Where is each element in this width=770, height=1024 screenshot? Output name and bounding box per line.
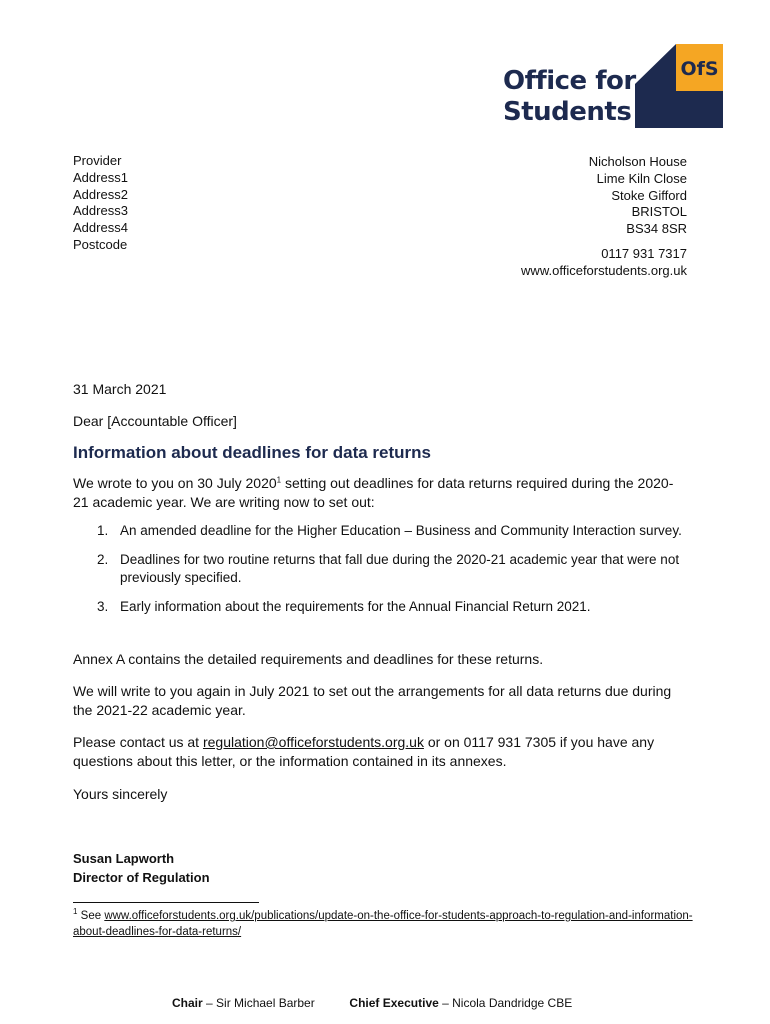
- list-item: [73, 522, 708, 540]
- recipient-line: Address4: [73, 220, 128, 236]
- recipient-line: Provider: [73, 153, 122, 168]
- ofs-logo-mark-icon: [635, 44, 723, 128]
- recipient-address: [73, 153, 128, 254]
- footnote-url-link[interactable]: www.officeforstudents.org.uk/publications/update-on-the-office-for-students-approach-to-regulation-and-information-about-deadlines-for-data-returns/: [73, 910, 693, 938]
- contact-text-end: or on 0117 931 7305 if you have any questions about this letter, or the information contained in its annexes.: [73, 734, 655, 769]
- signature-block: [73, 849, 210, 887]
- list-item: [73, 598, 708, 616]
- list-text: An amended deadline for the Higher Education – Business and Community Interaction survey.: [120, 523, 682, 538]
- intro-text-start: We wrote to you on 30 July 2020: [73, 475, 277, 491]
- footnote-divider: [73, 902, 259, 903]
- list-number: 2.: [97, 552, 109, 567]
- logo-line-1: Office for: [503, 66, 636, 96]
- footnote-prefix: See: [77, 910, 105, 922]
- contact-paragraph: [73, 733, 673, 770]
- contact-text-start: Please contact us at: [73, 734, 203, 750]
- footnote-mark: 1: [73, 907, 78, 917]
- footnote: [73, 909, 693, 940]
- salutation: Dear [Accountable Officer]: [73, 413, 237, 429]
- sender-website: www.officeforstudents.org.uk: [521, 262, 687, 278]
- page-footer: [172, 996, 572, 1010]
- footer-ceo-label: Chief Executive: [349, 996, 439, 1010]
- letter-date: 31 March 2021: [73, 381, 167, 397]
- footer-chair-label: Chair: [172, 996, 203, 1010]
- future-paragraph: We will write to you again in July 2021 to set out the arrangements for all data returns due during the 2021-22 academic year.: [73, 683, 672, 718]
- footnote-reference: 1: [276, 475, 282, 485]
- sender-line: BS34 8SR: [626, 221, 687, 237]
- recipient-line: Postcode: [73, 236, 128, 252]
- ofs-logo: [503, 44, 723, 128]
- recipient-line: Address2: [73, 186, 128, 202]
- list-item: [73, 551, 708, 587]
- numbered-list: [73, 522, 708, 616]
- intro-text-end: setting out deadlines for data returns required during the 2020-21 academic year. We are writing now to set out:: [73, 475, 674, 510]
- sender-line: Stoke Gifford: [611, 187, 687, 203]
- recipient-line: Address3: [73, 203, 128, 219]
- letter-heading: Information about deadlines for data returns: [73, 443, 431, 462]
- numbered-list-wrap: [73, 522, 708, 627]
- recipient-line: Address1: [73, 169, 128, 185]
- footer-ceo-name: – Nicola Dandridge CBE: [438, 996, 573, 1010]
- list-number: 1.: [97, 523, 109, 538]
- signatory-role: Director of Regulation: [73, 870, 210, 885]
- email-link[interactable]: regulation@officeforstudents.org.uk: [202, 734, 424, 750]
- intro-paragraph: [73, 474, 688, 511]
- closing: Yours sincerely: [73, 786, 168, 802]
- sender-line: BRISTOL: [631, 204, 687, 220]
- footer-chair-name: – Sir Michael Barber: [202, 996, 315, 1010]
- list-text: Early information about the requirements for the Annual Financial Return 2021.: [120, 599, 591, 614]
- sender-address: [387, 154, 687, 280]
- annex-paragraph: Annex A contains the detailed requirements and deadlines for these returns.: [73, 651, 544, 667]
- signatory-name: Susan Lapworth: [73, 851, 175, 866]
- sender-line: Lime Kiln Close: [596, 170, 687, 186]
- list-number: 3.: [97, 599, 109, 614]
- logo-line-2: Students: [503, 97, 632, 127]
- logo-badge-text: OfS: [680, 58, 719, 80]
- sender-line: Nicholson House: [588, 154, 687, 169]
- list-text: Deadlines for two routine returns that fall due during the 2020-21 academic year that were not previously specified.: [120, 552, 680, 585]
- letter-heading-wrap: [73, 444, 693, 463]
- sender-phone: 0117 931 7317: [601, 245, 687, 261]
